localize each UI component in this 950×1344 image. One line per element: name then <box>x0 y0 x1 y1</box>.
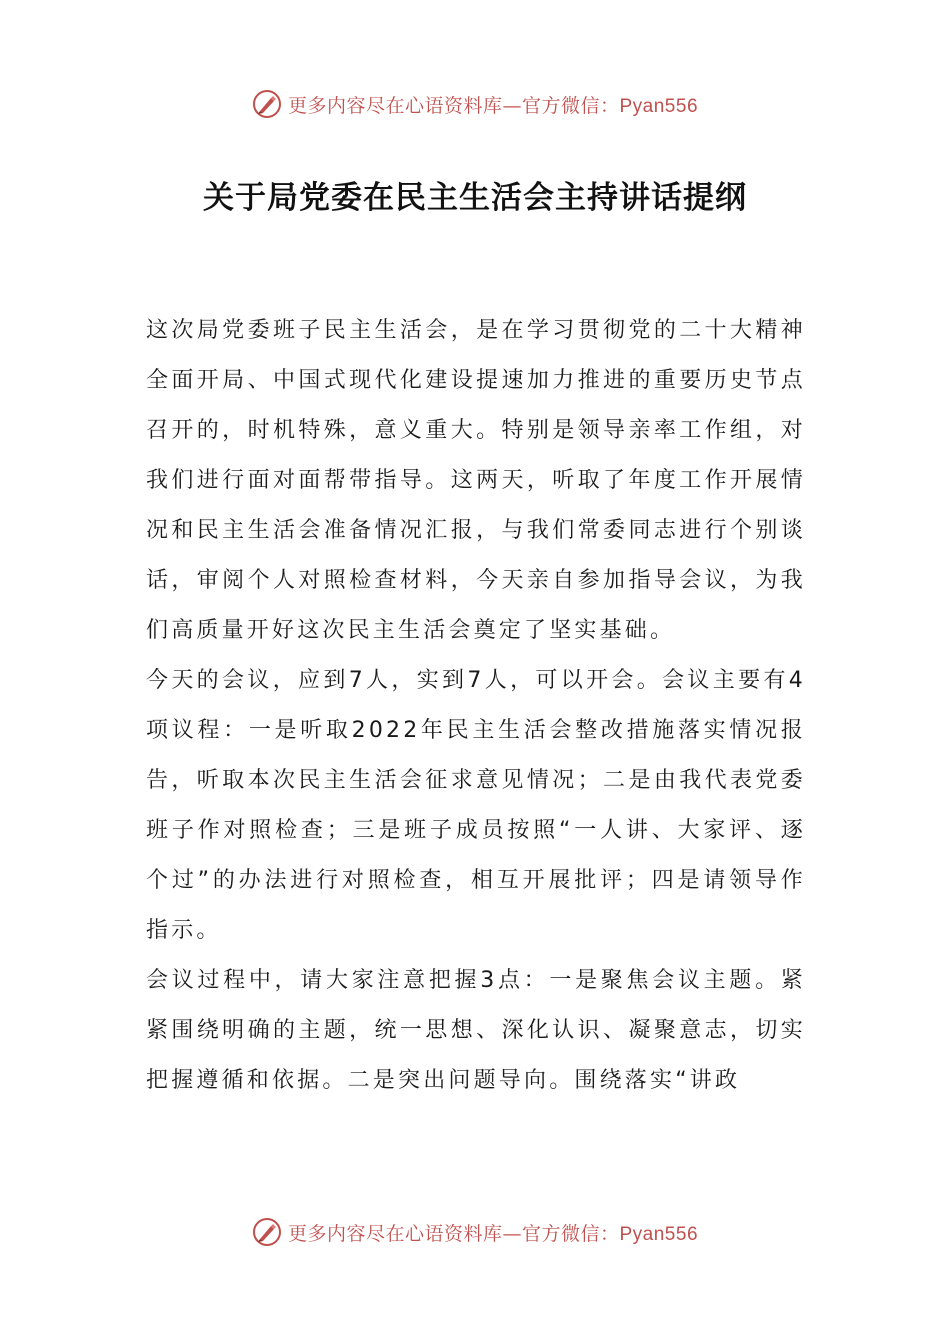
document-body <box>146 306 806 1106</box>
paragraph-1: 这次局党委班子民主生活会，是在学习贯彻党的二十大精神全面开局、中国式现代化建设提速加力推进的重要历史节点召开的，时机特殊，意义重大。特别是领导亲率工作组，对我们进行面对面帮带指导。这两天，听取了年度工作开展情况和民主生活会准备情况汇报，与我们常委同志进行个别谈话，审阅个人对照检查材料，今天亲自参加指导会议，为我们高质量开好这次民主生活会奠定了坚实基础。 <box>146 318 806 643</box>
paragraph-3: 会议过程中，请大家注意把握3点：一是聚焦会议主题。紧紧围绕明确的主题，统一思想、深化认识、凝聚意志，切实把握遵循和依据。二是突出问题导向。围绕落实“讲政 <box>146 968 806 1093</box>
watermark-id: Pyan556 <box>619 1223 699 1245</box>
document-title: 关于局党委在民主生活会主持讲话提纲 <box>203 180 747 216</box>
pen-logo-icon <box>252 89 282 119</box>
header-watermark <box>0 86 950 122</box>
watermark-text: 更多内容尽在心语资料库—官方微信：Pyan556 <box>287 1222 699 1245</box>
pen-logo-icon <box>252 1217 282 1247</box>
watermark-id: Pyan556 <box>619 95 699 117</box>
watermark-text: 更多内容尽在心语资料库—官方微信：Pyan556 <box>287 94 699 117</box>
footer-watermark <box>0 1214 950 1250</box>
paragraph-2: 今天的会议，应到7人，实到7人，可以开会。会议主要有4项议程：一是听取2022年民主生活会整改措施落实情况报告，听取本次民主生活会征求意见情况；二是由我代表党委班子作对照检查；三是班子成员按照“一人讲、大家评、逐个过”的办法进行对照检查，相互开展批评；四是请领导作指示。 <box>146 668 806 943</box>
